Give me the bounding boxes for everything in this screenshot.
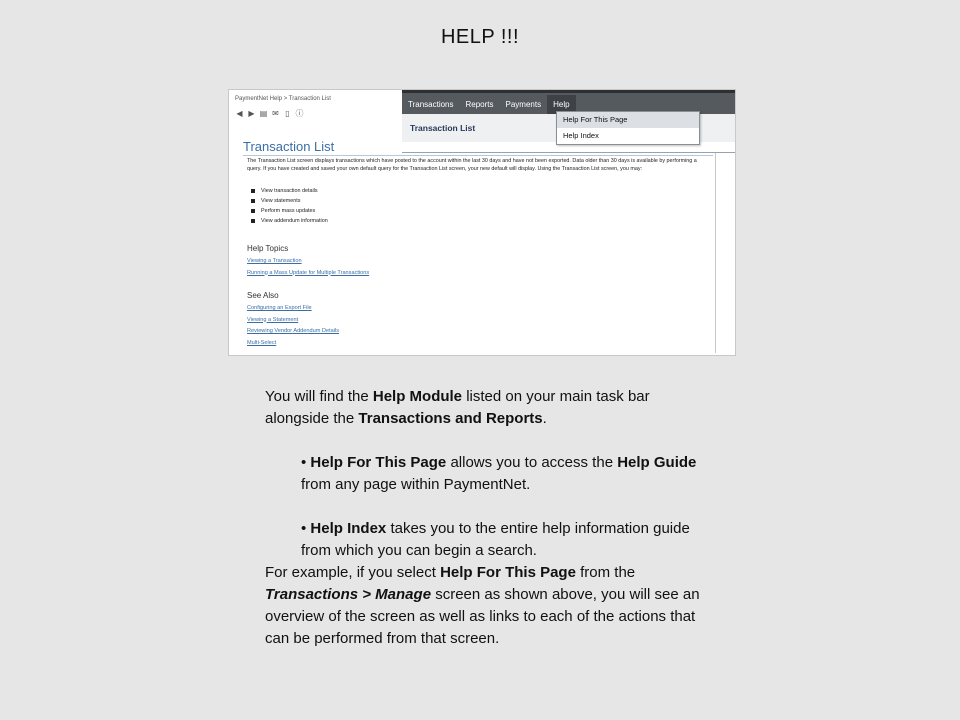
- list-item: View statements: [251, 196, 328, 206]
- help-topic-link[interactable]: Running a Mass Update for Multiple Transactions: [247, 269, 370, 276]
- menu-transactions[interactable]: Transactions: [408, 100, 454, 109]
- menu-item-help-index[interactable]: Help Index: [563, 131, 599, 140]
- slide-title: HELP !!!: [440, 26, 520, 48]
- help-topics-heading: Help Topics: [247, 244, 289, 253]
- email-icon[interactable]: ✉: [272, 109, 279, 118]
- help-topics-links: [247, 256, 369, 279]
- breadcrumb: PaymentNet Help > Transaction List: [235, 96, 331, 102]
- see-also-heading: See Also: [247, 291, 279, 300]
- menu-payments[interactable]: Payments: [505, 100, 542, 109]
- bullet-icon: [251, 189, 255, 193]
- list-item: View transaction details: [251, 186, 328, 196]
- bullet-help-index: • Help Index takes you to the entire help information guide from which you can begin a search.: [301, 520, 690, 559]
- document-icon[interactable]: ▯: [285, 109, 290, 118]
- bullet-icon: [251, 209, 255, 213]
- menu-item-help-for-this-page[interactable]: Help For This Page: [557, 112, 699, 128]
- see-also-link[interactable]: Reviewing Vendor Addendum Details: [247, 328, 340, 334]
- help-topic-link[interactable]: Viewing a Transaction: [247, 258, 302, 264]
- help-page-title: Transaction List: [243, 139, 335, 154]
- screenshot-panel: [228, 89, 736, 356]
- back-icon[interactable]: ◀: [236, 109, 243, 118]
- explanation-text: [265, 386, 705, 650]
- see-also-links: [247, 303, 339, 349]
- menu-reports[interactable]: Reports: [465, 100, 494, 109]
- example-paragraph: For example, if you select Help For This Page from the Transactions > Manage screen as shown above, you will see an overview of the screen as well as links to each of the actions that can be performed from that screen.: [265, 564, 700, 647]
- see-also-link[interactable]: Configuring an Export File: [247, 305, 312, 311]
- help-toolbar: [235, 109, 304, 119]
- page-title: Transaction List: [410, 123, 476, 133]
- bullet-help-for-this-page: • Help For This Page allows you to access the Help Guide from any page within PaymentNet.: [301, 454, 697, 493]
- title-divider: [243, 155, 713, 156]
- bullet-icon: [251, 199, 255, 203]
- forward-icon[interactable]: ▶: [248, 109, 255, 118]
- list-item: View addendum information: [251, 216, 328, 226]
- see-also-link[interactable]: Viewing a Statement: [247, 316, 299, 323]
- bullet-icon: [251, 219, 255, 223]
- menu-help[interactable]: Help: [547, 95, 575, 115]
- capability-list: [251, 186, 328, 226]
- see-also-link[interactable]: Multi-Select: [247, 339, 277, 346]
- help-dropdown-menu: [556, 111, 700, 145]
- print-icon[interactable]: ▤: [259, 109, 268, 118]
- list-item: Perform mass updates: [251, 206, 328, 216]
- intro-paragraph: You will find the Help Module listed on your main task bar alongside the Transactions and Reports.: [265, 388, 650, 427]
- help-intro: The Transaction List screen displays transactions which have posted to the account within the last 30 days and have not been exported. Data older than 30 days is available by performing a query. If you have created and saved your own default query for the Transaction List screen, your new default will display. Using the Transaction List screen, you may:: [247, 158, 697, 172]
- info-icon[interactable]: ⓘ: [295, 109, 304, 118]
